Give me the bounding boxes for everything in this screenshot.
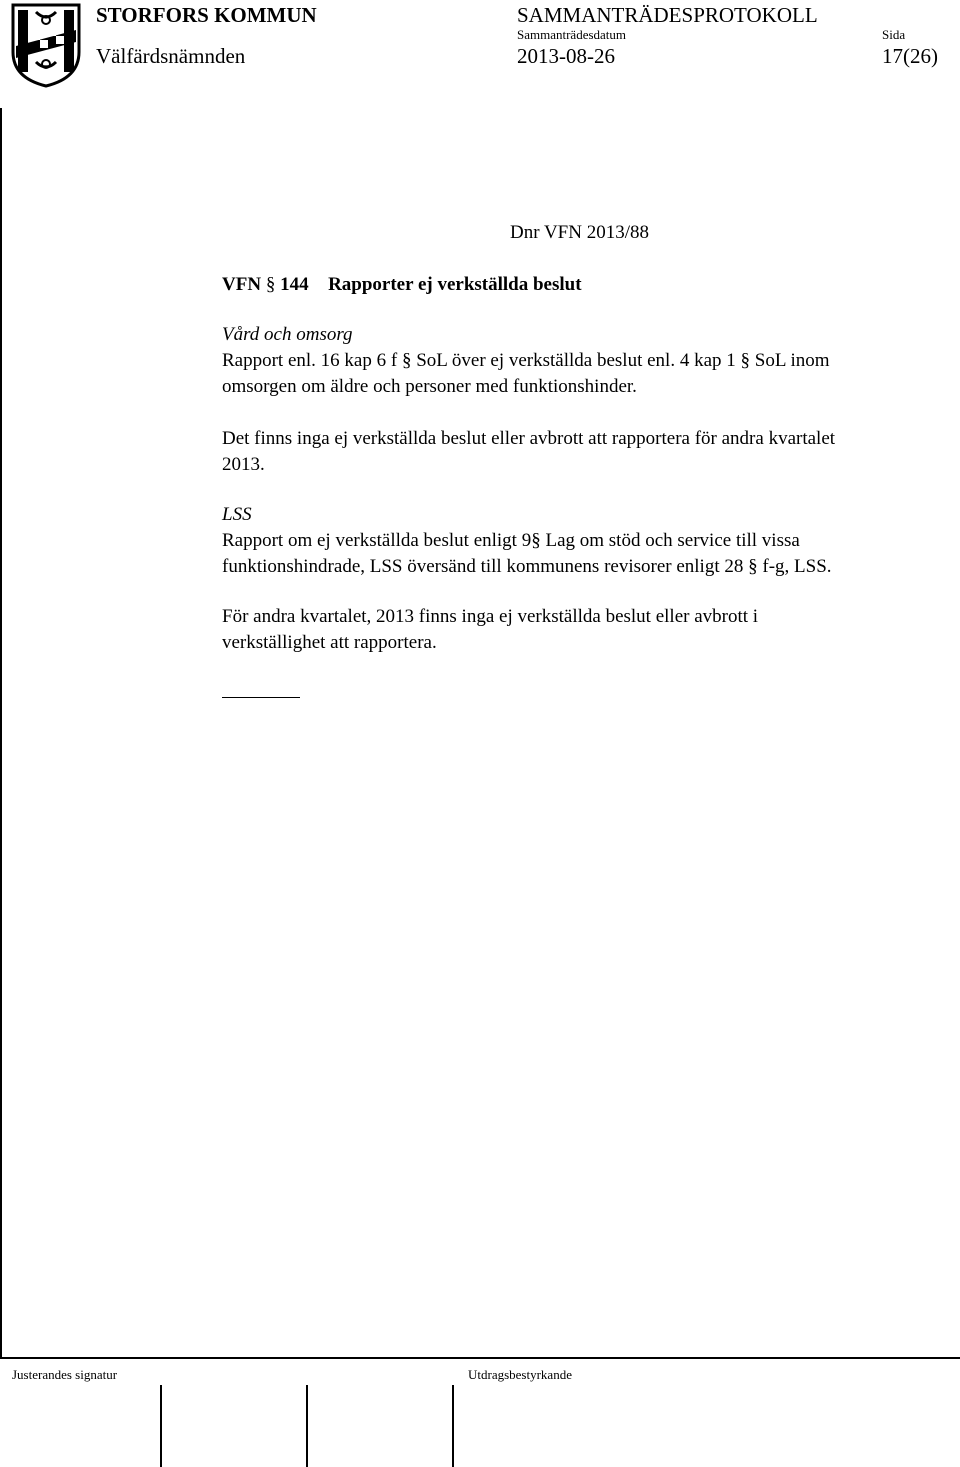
text-run: Rapport enl. 16 kap 6 f (222, 350, 398, 371)
section-heading-vard-och-omsorg: Vård och omsorg (222, 324, 353, 345)
committee-name: Välfärdsnämnden (96, 44, 246, 68)
section1-paragraph-line1: Det finns inga ej verkställda beslut eller avbrott att rapportera för andra kvartalet (222, 428, 836, 449)
section-symbol: § (401, 350, 412, 371)
section-symbol: § (531, 530, 541, 551)
signature-box-line (160, 1385, 162, 1467)
section1-paragraph-line2: 2013. (222, 454, 265, 475)
document-type: SAMMANTRÄDESPROTOKOLL (517, 3, 818, 27)
page-label: Sida (882, 27, 906, 42)
section-symbol: § (265, 274, 276, 295)
left-margin-line (0, 108, 2, 1358)
text-run: funktionshindrade, LSS översänd till kommunens revisorer enligt 28 (222, 556, 744, 577)
section2-paragraph-line2: verkställighet att rapportera. (222, 632, 437, 653)
meeting-date: 2013-08-26 (517, 44, 615, 68)
section1-line1 (222, 348, 830, 374)
item-title: Rapporter ej verkställda beslut (328, 274, 582, 295)
organization-name: STORFORS KOMMUN (96, 3, 317, 27)
signature-label: Justerandes signatur (12, 1367, 118, 1382)
page-number: 17(26) (882, 44, 938, 68)
date-label: Sammanträdesdatum (517, 27, 627, 42)
text-run: SoL över ej verkställda beslut enl. 4 kap 1 (416, 350, 736, 371)
extract-label: Utdragsbestyrkande (468, 1367, 572, 1382)
section2-paragraph-line1: För andra kvartalet, 2013 finns inga ej verkställda beslut eller avbrott i (222, 606, 759, 627)
text-run: Lag om stöd och service till vissa (545, 530, 800, 551)
section2-line1 (222, 528, 800, 554)
signature-box-line (452, 1385, 454, 1467)
section2-line2 (222, 554, 832, 580)
text-run: Rapport om ej verkställda beslut enligt 9 (222, 530, 532, 551)
item-prefix: VFN (222, 274, 262, 295)
text-run: SoL inom (754, 350, 830, 371)
dnr-reference: Dnr VFN 2013/88 (510, 222, 649, 243)
footer-rule (0, 1357, 960, 1359)
item-heading (222, 272, 582, 298)
section-heading-lss: LSS (222, 504, 252, 525)
end-of-item-rule (222, 697, 300, 698)
municipality-coat-of-arms-logo (10, 2, 82, 88)
signature-box-line (306, 1385, 308, 1467)
text-run: f-g, LSS. (762, 556, 832, 577)
section-symbol: § (740, 350, 751, 371)
section-symbol: § (748, 556, 758, 577)
section1-line2: omsorgen om äldre och personer med funktionshinder. (222, 376, 637, 397)
item-number: 144 (280, 274, 309, 295)
